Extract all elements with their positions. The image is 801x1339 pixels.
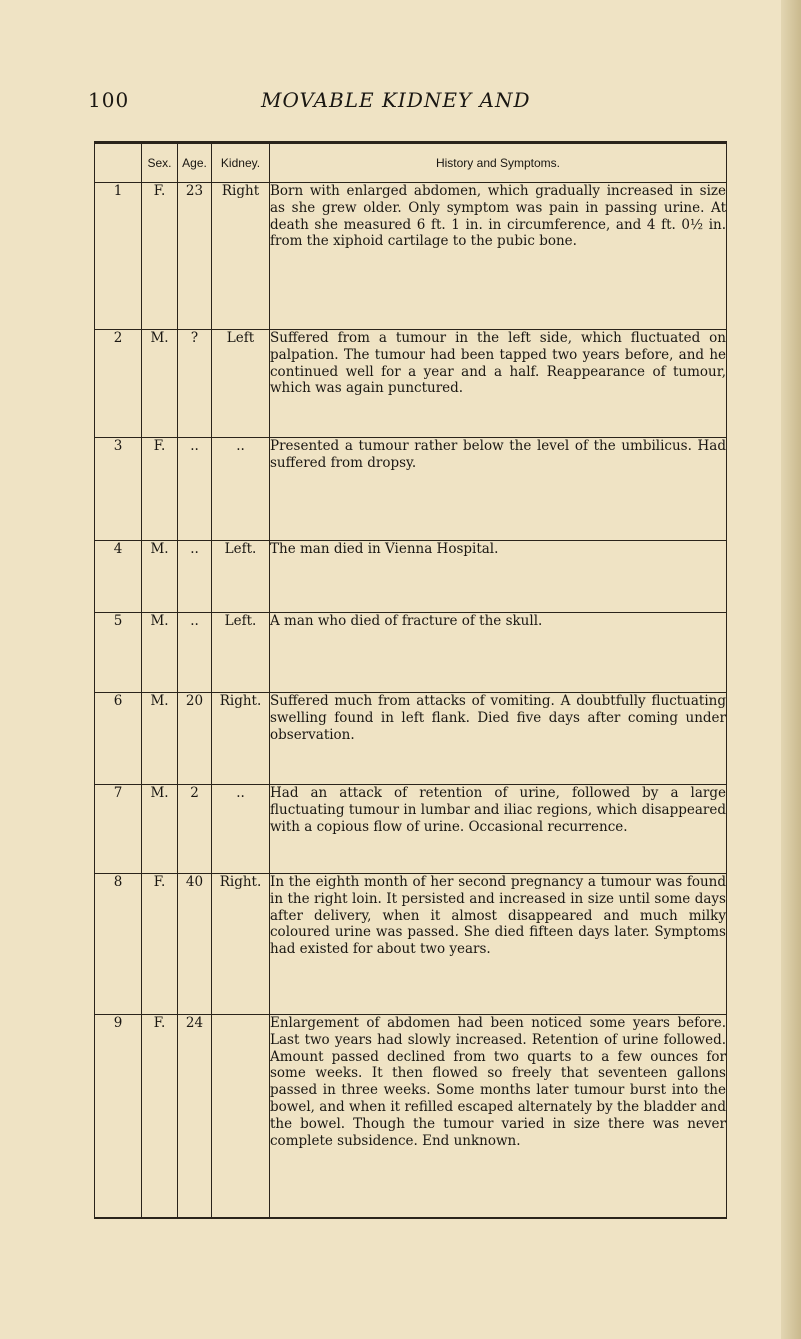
case-history: Presented a tumour rather below the level of the umbilicus. Had suffered from dropsy. bbox=[270, 438, 727, 541]
column-header-kidney: Kidney. bbox=[212, 143, 270, 183]
case-sex: F. bbox=[142, 183, 178, 330]
column-header-sex: Sex. bbox=[142, 143, 178, 183]
case-age: 40 bbox=[178, 874, 212, 1015]
case-history: A man who died of fracture of the skull. bbox=[270, 613, 727, 693]
case-age: .. bbox=[178, 438, 212, 541]
case-table bbox=[94, 141, 727, 1219]
case-kidney: Right bbox=[212, 183, 270, 330]
case-sex: M. bbox=[142, 613, 178, 693]
case-number: 5 bbox=[95, 613, 142, 693]
table-row bbox=[95, 874, 727, 1015]
case-history: Enlargement of abdomen had been noticed some years before. Last two years had slowly increased. Retention of urine followed. Amount passed declined from two quarts to a few ounces for some weeks. It then flowed so freely that seventeen gallons passed in three weeks. Some months later tumour burst into the bowel, and when it refilled escaped alternately by the bladder and the bowel. Though the tumour varied in size there was never complete subsidence. End unknown. bbox=[270, 1015, 727, 1218]
column-header-number bbox=[95, 143, 142, 183]
case-kidney: Right. bbox=[212, 874, 270, 1015]
case-number: 2 bbox=[95, 330, 142, 438]
case-sex: F. bbox=[142, 1015, 178, 1218]
table-row bbox=[95, 541, 727, 613]
case-age: 2 bbox=[178, 785, 212, 874]
table-row bbox=[95, 438, 727, 541]
table-row bbox=[95, 785, 727, 874]
case-sex: M. bbox=[142, 693, 178, 785]
case-history: The man died in Vienna Hospital. bbox=[270, 541, 727, 613]
case-sex: M. bbox=[142, 330, 178, 438]
case-sex: F. bbox=[142, 874, 178, 1015]
case-sex: M. bbox=[142, 541, 178, 613]
case-kidney: Left. bbox=[212, 613, 270, 693]
case-number: 8 bbox=[95, 874, 142, 1015]
table-row bbox=[95, 183, 727, 330]
table-row bbox=[95, 613, 727, 693]
table-header-row bbox=[95, 143, 727, 183]
case-age: 24 bbox=[178, 1015, 212, 1218]
running-title: MOVABLE KIDNEY AND bbox=[261, 88, 531, 112]
case-history: In the eighth month of her second pregnancy a tumour was found in the right loin. It persisted and increased in size until some days after delivery, when it almost disappeared and much milky coloured urine was passed. She died fifteen days later. Symptoms had existed for about two years. bbox=[270, 874, 727, 1015]
table-row bbox=[95, 693, 727, 785]
case-kidney: .. bbox=[212, 438, 270, 541]
case-history: Born with enlarged abdomen, which gradually increased in size as she grew older. Only symptom was pain in passing urine. At death she measured 6 ft. 1 in. in circumference, and 4 ft. 0½ in. from the xiphoid cartilage to the pubic bone. bbox=[270, 183, 727, 330]
case-number: 7 bbox=[95, 785, 142, 874]
case-kidney bbox=[212, 1015, 270, 1218]
page-edge bbox=[781, 0, 801, 1339]
case-sex: M. bbox=[142, 785, 178, 874]
column-header-history: History and Symptoms. bbox=[270, 143, 727, 183]
case-history: Suffered much from attacks of vomiting. A doubtfully fluctuating swelling found in left flank. Died five days after coming under observation. bbox=[270, 693, 727, 785]
case-age: .. bbox=[178, 613, 212, 693]
case-kidney: Left bbox=[212, 330, 270, 438]
table-row bbox=[95, 330, 727, 438]
page-number: 100 bbox=[88, 88, 130, 112]
case-number: 4 bbox=[95, 541, 142, 613]
case-history: Had an attack of retention of urine, followed by a large fluctuating tumour in lumbar and iliac regions, which disappeared with a copious flow of urine. Occasional recurrence. bbox=[270, 785, 727, 874]
case-number: 1 bbox=[95, 183, 142, 330]
case-number: 6 bbox=[95, 693, 142, 785]
case-number: 3 bbox=[95, 438, 142, 541]
table-row bbox=[95, 1015, 727, 1218]
case-kidney: Right. bbox=[212, 693, 270, 785]
case-age: ? bbox=[178, 330, 212, 438]
case-age: .. bbox=[178, 541, 212, 613]
case-age: 23 bbox=[178, 183, 212, 330]
case-sex: F. bbox=[142, 438, 178, 541]
page-header bbox=[88, 88, 728, 116]
case-age: 20 bbox=[178, 693, 212, 785]
case-number: 9 bbox=[95, 1015, 142, 1218]
case-history: Suffered from a tumour in the left side, which fluctuated on palpation. The tumour had been tapped two years before, and he continued well for a year and a half. Reappearance of tumour, which was again punctured. bbox=[270, 330, 727, 438]
column-header-age: Age. bbox=[178, 143, 212, 183]
case-kidney: Left. bbox=[212, 541, 270, 613]
case-kidney: .. bbox=[212, 785, 270, 874]
